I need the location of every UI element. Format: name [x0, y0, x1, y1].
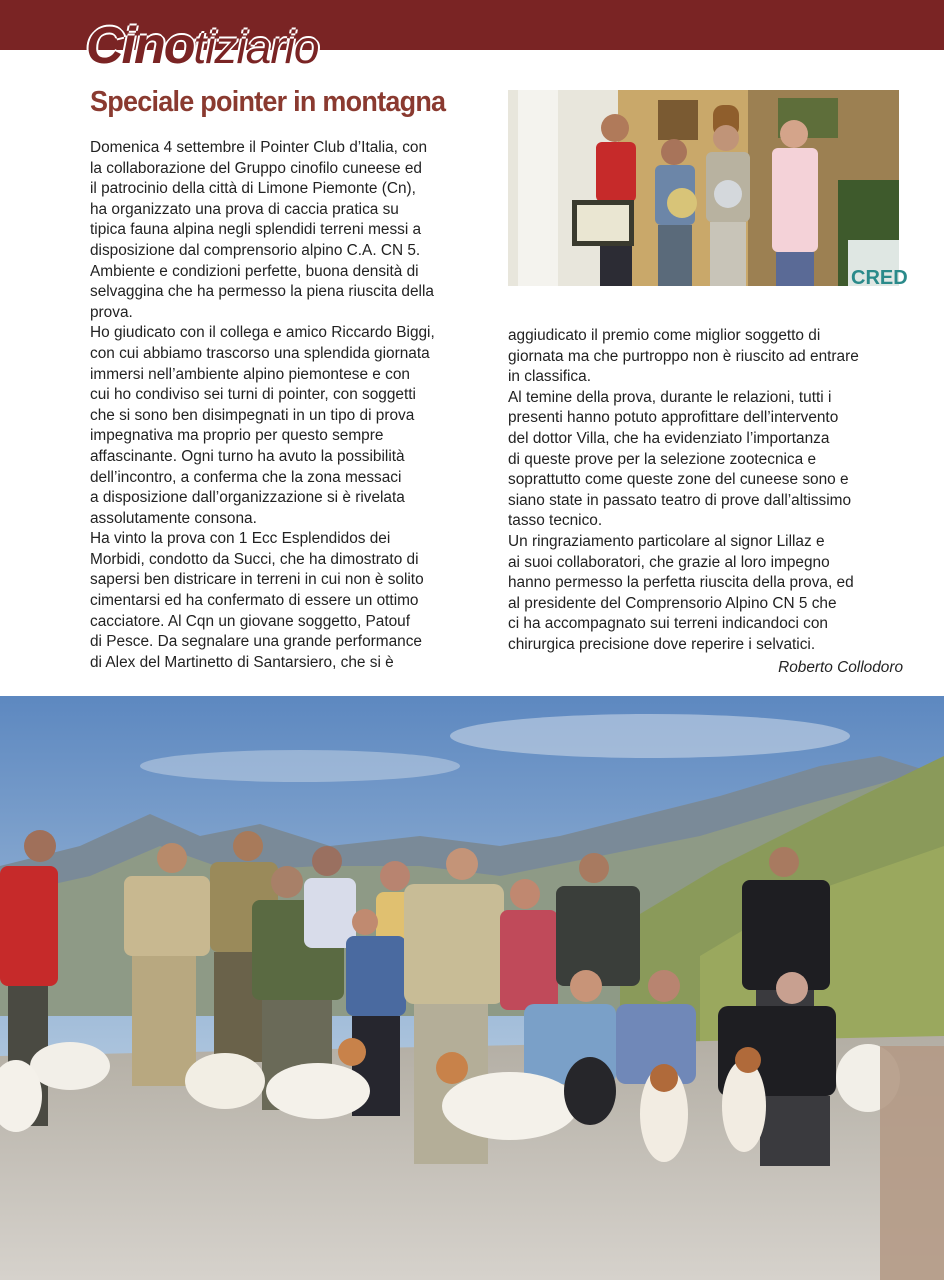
- right-line: Un ringraziamento particolare al signor Lillaz e: [508, 532, 825, 550]
- left-line: prova.: [90, 303, 133, 321]
- left-line: Ha vinto la prova con 1 Ecc Esplendidos dei: [90, 530, 391, 548]
- left-line: cimentarsi ed ha confermato di essere un ottimo: [90, 592, 419, 610]
- left-line: di Alex del Martinetto di Santarsiero, che si è: [90, 653, 394, 671]
- right-line: al presidente del Comprensorio Alpino CN 5 che: [508, 594, 837, 612]
- right-line: tasso tecnico.: [508, 512, 603, 530]
- left-line: a disposizione dall’organizzazione si è rivelata: [90, 489, 405, 507]
- right-line: ci ha accompagnato sui terreni indicandoci con: [508, 615, 828, 633]
- left-line: di Pesce. Da segnalare una grande performance: [90, 633, 422, 651]
- left-line: tipica fauna alpina negli splendidi terreni messi a: [90, 221, 422, 239]
- left-line: Ambiente e condizioni perfette, buona densità di: [90, 262, 419, 280]
- left-line: impegnativa ma proprio per questo sempre: [90, 427, 384, 445]
- right-line: ai suoi collaboratori, che grazie al loro impegno: [508, 553, 830, 571]
- left-line: immersi nell’ambiente alpino piemontese e con: [90, 365, 410, 383]
- right-line: siano state in passato teatro di prove dall’altissimo: [508, 491, 852, 509]
- left-line: cui ho condiviso sei turni di pointer, con soggetti: [90, 386, 416, 404]
- right-line: giornata ma che purtroppo non è riuscito ad entrare: [508, 347, 859, 365]
- left-line: selvaggina che ha permesso la piena riuscita della: [90, 283, 434, 301]
- left-line: Ho giudicato con il collega e amico Riccardo Biggi,: [90, 324, 435, 342]
- right-line: di queste prove per la selezione zootecnica e: [508, 450, 817, 468]
- left-line: assolutamente consona.: [90, 509, 257, 527]
- right-line: presenti hanno potuto approfittare dell’intervento: [508, 409, 839, 427]
- left-line: affascinante. Ogni turno ha avuto la possibilità: [90, 447, 405, 465]
- right-line: del dottor Villa, che ha evidenziato l’importanza: [508, 429, 830, 447]
- right-line: aggiudicato il premio come miglior soggetto di: [508, 327, 821, 344]
- left-line: dell’incontro, a conferma che la zona messaci: [90, 468, 402, 486]
- left-line: il patrocinio della città di Limone Piemonte (Cn),: [90, 180, 416, 198]
- left-line: con cui abbiamo trascorso una splendida giornata: [90, 344, 430, 362]
- left-line: la collaborazione del Gruppo cinofilo cuneese ed: [90, 159, 422, 177]
- right-line: in classifica.: [508, 368, 591, 386]
- left-line: cacciatore. Al Cqn un giovane soggetto, Patouf: [90, 612, 410, 630]
- left-line: sapersi ben districare in terreni in cui non è solito: [90, 571, 424, 589]
- author-byline: Roberto Collodoro: [778, 658, 903, 676]
- right-line: soprattutto come queste zone del cuneese sono e: [508, 471, 849, 489]
- article-column-right: [508, 326, 903, 678]
- left-line: Morbidi, condotto da Succi, che ha dimostrato di: [90, 550, 419, 568]
- article-column-left: [90, 138, 475, 673]
- right-line: hanno permesso la perfetta riuscita della prova, ed: [508, 574, 854, 592]
- right-line: chirurgica precisione dove reperire i selvatici.: [508, 635, 816, 653]
- left-line: ha organizzato una prova di caccia pratica su: [90, 200, 399, 218]
- left-line: che si sono ben disimpegnati in un tipo di prova: [90, 406, 415, 424]
- group-photo: [0, 696, 944, 1280]
- article-headline: Speciale pointer in montagna: [90, 86, 446, 118]
- masthead-tiziario: tiziario: [193, 21, 319, 73]
- left-line: Domenica 4 settembre il Pointer Club d’Italia, con: [90, 139, 428, 156]
- award-photo: [508, 90, 908, 289]
- masthead-logo: [86, 16, 318, 76]
- sign-text: CRED: [851, 267, 908, 289]
- left-line: disposizione dal comprensorio alpino C.A. CN 5.: [90, 241, 421, 259]
- masthead-cino: Cino: [86, 17, 194, 75]
- right-line: Al temine della prova, durante le relazioni, tutti i: [508, 388, 832, 406]
